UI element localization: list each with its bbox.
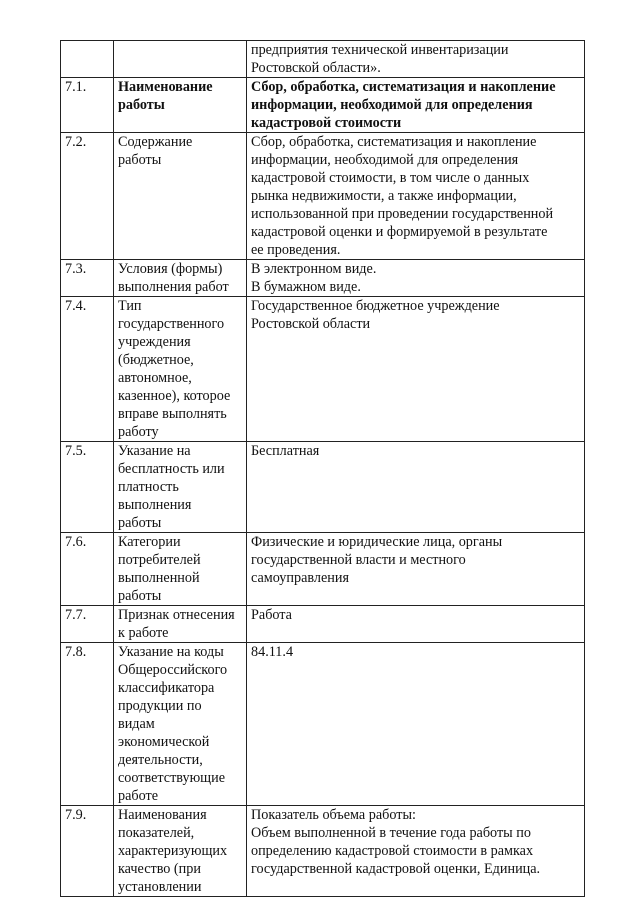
table-row <box>61 297 585 442</box>
row-number <box>61 41 114 78</box>
row-label: Указание на бесплатность или платность выполнения работы <box>114 442 247 533</box>
row-value: Физические и юридические лица, органы государственной власти и местного самоуправления <box>247 533 585 606</box>
row-label <box>114 41 247 78</box>
table-row <box>61 41 585 78</box>
table-row <box>61 78 585 133</box>
row-label: Содержание работы <box>114 133 247 260</box>
row-label: Указание на коды Общероссийского классификатора продукции по видам экономической деятельности, соответствующие работе <box>114 643 247 806</box>
row-number: 7.4. <box>61 297 114 442</box>
table-row <box>61 260 585 297</box>
row-label: Тип государственного учреждения (бюджетное, автономное, казенное), которое вправе выполнять работу <box>114 297 247 442</box>
row-number: 7.3. <box>61 260 114 297</box>
table-row <box>61 133 585 260</box>
row-label: Наименование работы <box>114 78 247 133</box>
document-page <box>60 40 580 897</box>
table-row <box>61 442 585 533</box>
row-value: 84.11.4 <box>247 643 585 806</box>
row-label: Категории потребителей выполненной работы <box>114 533 247 606</box>
row-number: 7.8. <box>61 643 114 806</box>
row-number: 7.2. <box>61 133 114 260</box>
row-number: 7.5. <box>61 442 114 533</box>
row-value: предприятия технической инвентаризации Ростовской области». <box>247 41 585 78</box>
row-value: В электронном виде. В бумажном виде. <box>247 260 585 297</box>
row-value: Работа <box>247 606 585 643</box>
table-row <box>61 533 585 606</box>
row-value: Показатель объема работы: Объем выполненной в течение года работы по определению кадастровой стоимости в рамках государственной кадастровой оценки, Единица. <box>247 806 585 897</box>
row-value: Бесплатная <box>247 442 585 533</box>
row-number: 7.6. <box>61 533 114 606</box>
row-label: Условия (формы) выполнения работ <box>114 260 247 297</box>
row-label: Признак отнесения к работе <box>114 606 247 643</box>
row-value: Сбор, обработка, систематизация и накопление информации, необходимой для определения кадастровой стоимости <box>247 78 585 133</box>
table-row <box>61 643 585 806</box>
table-row <box>61 606 585 643</box>
table-row <box>61 806 585 897</box>
row-number: 7.9. <box>61 806 114 897</box>
row-number: 7.1. <box>61 78 114 133</box>
row-number: 7.7. <box>61 606 114 643</box>
row-label: Наименования показателей, характеризующих качество (при установлении <box>114 806 247 897</box>
row-value: Государственное бюджетное учреждение Ростовской области <box>247 297 585 442</box>
services-table <box>60 40 585 897</box>
row-value: Сбор, обработка, систематизация и накопление информации, необходимой для определения кадастровой стоимости, в том числе о данных рынка недвижимости, а также информации, использованной при проведении государственной кадастровой оценки и формируемой в результате ее проведения. <box>247 133 585 260</box>
